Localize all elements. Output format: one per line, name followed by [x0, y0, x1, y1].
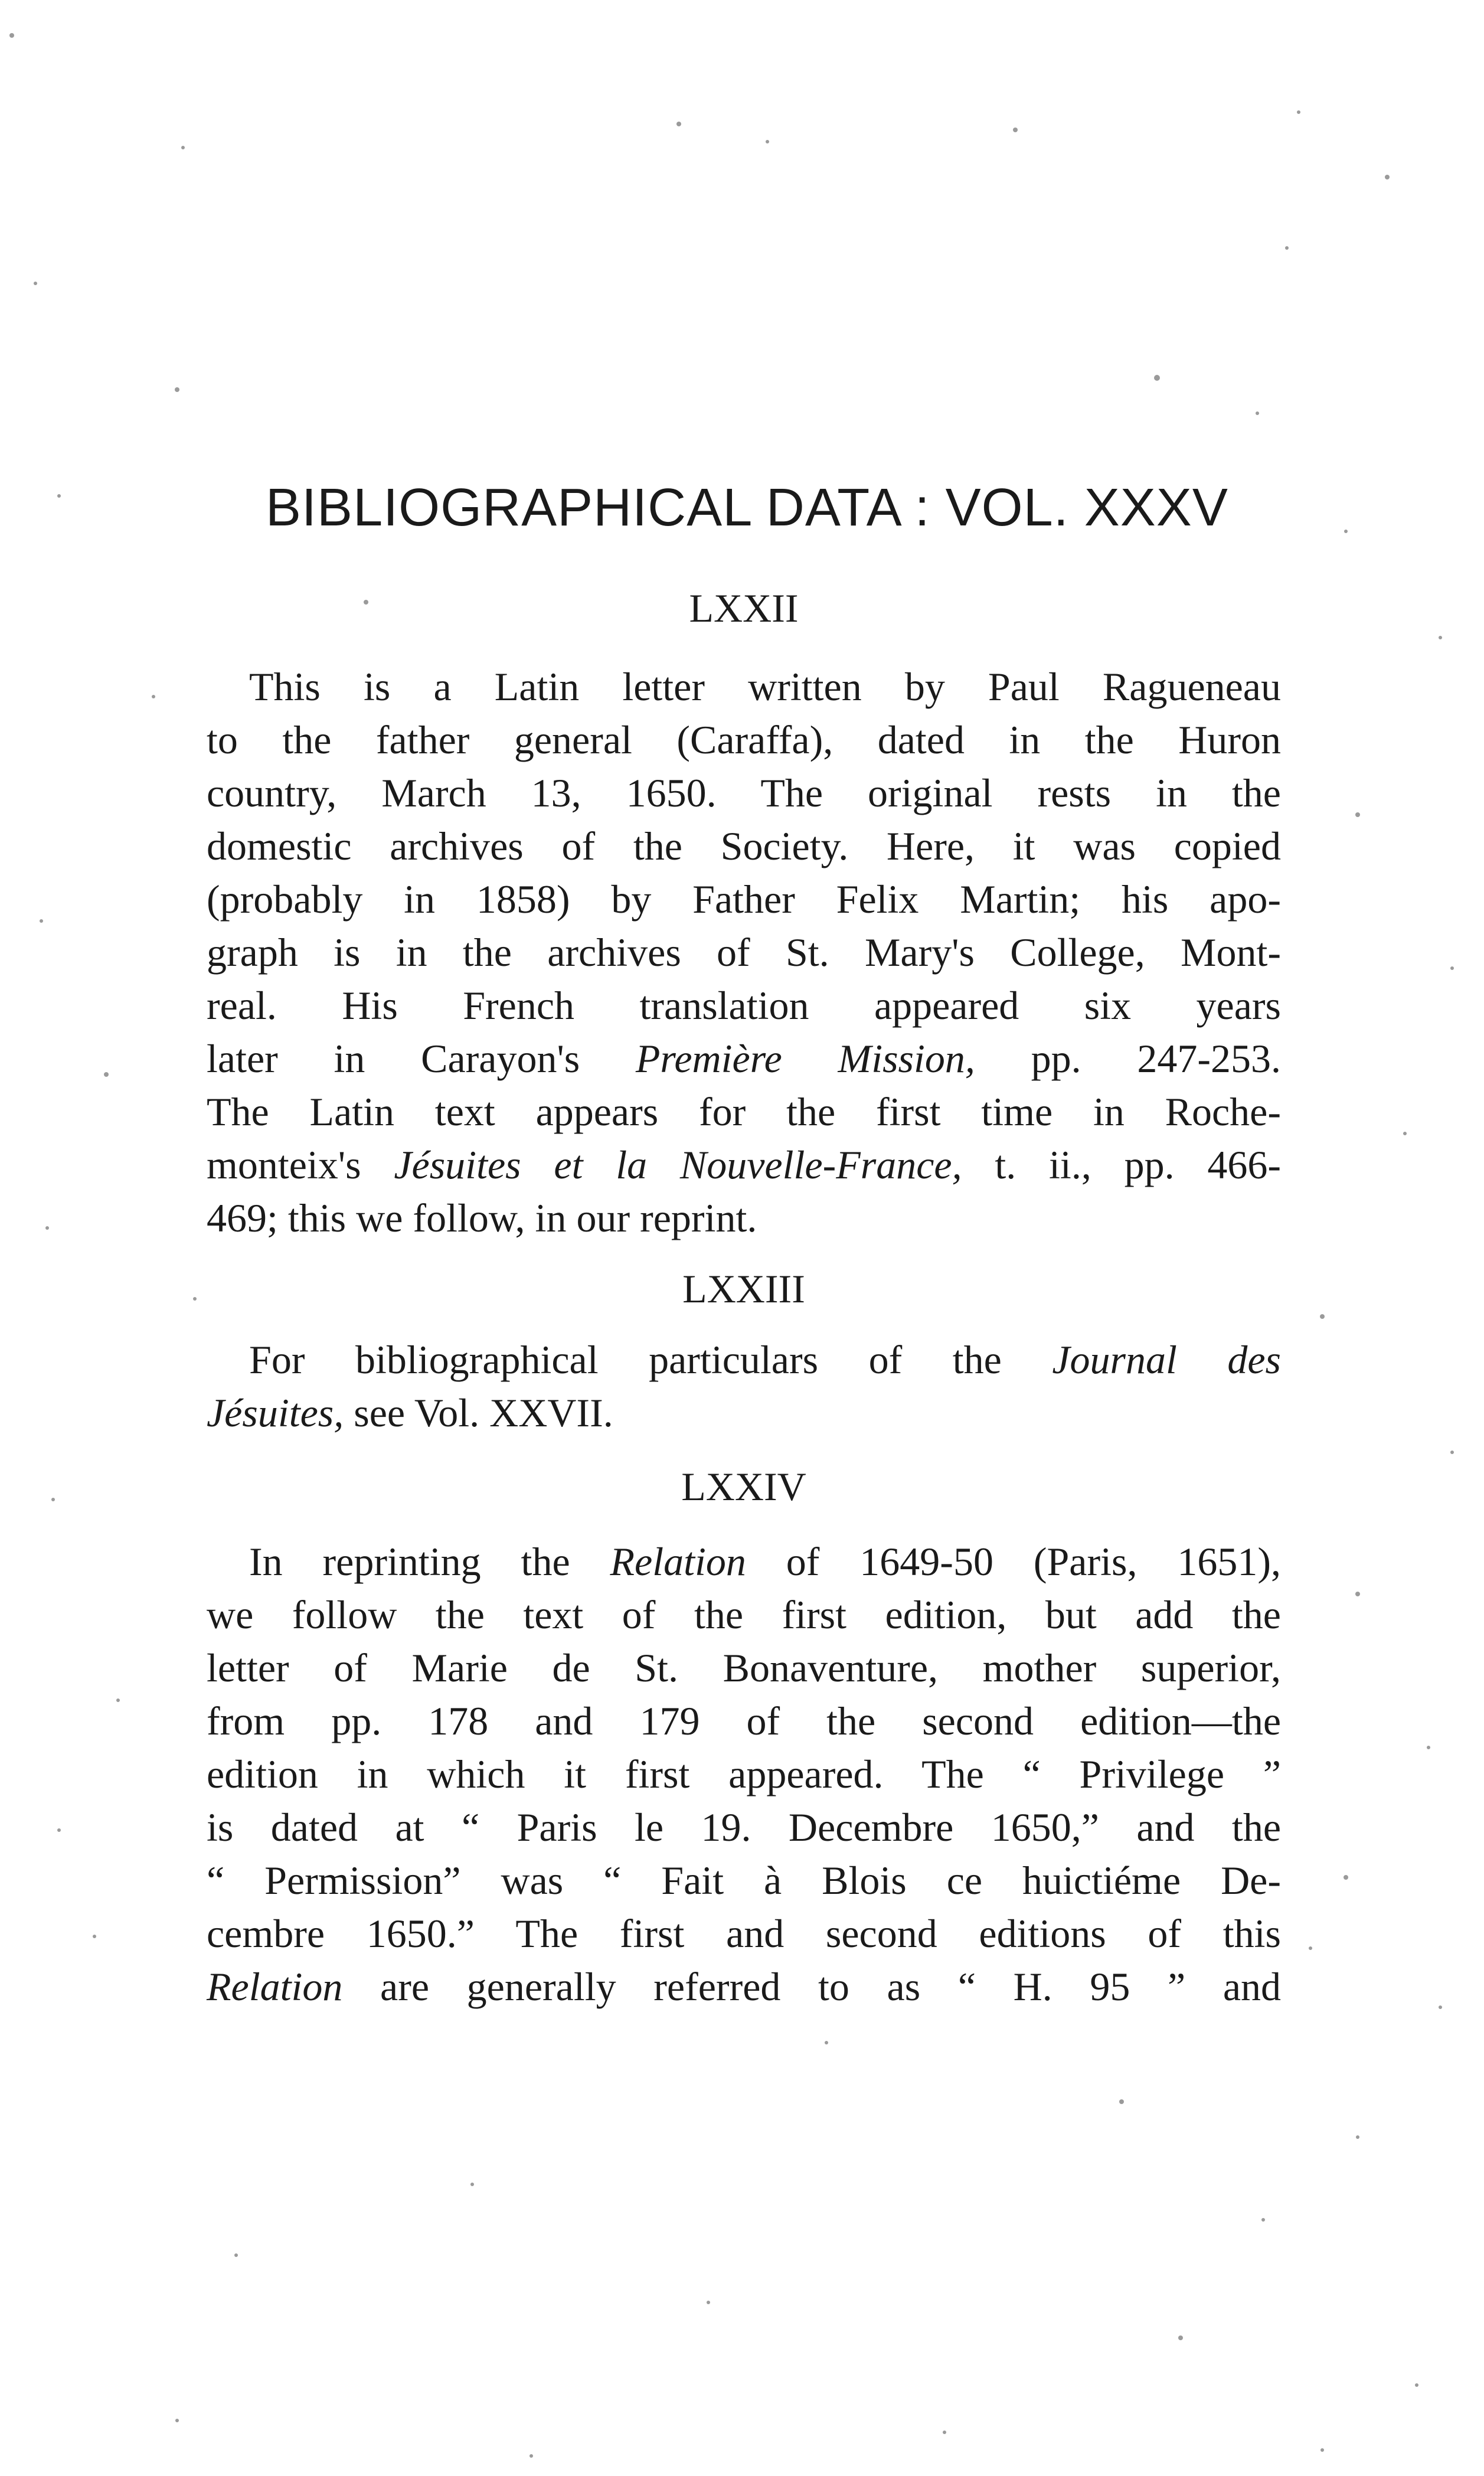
text-run: of 1649-50 (Paris, 1651), — [746, 1539, 1281, 1584]
text-run: t. ii., pp. 466- — [962, 1142, 1282, 1187]
text-line: edition in which it first appeared. The “ Privilege ” — [207, 1752, 1281, 1796]
text-line: cembre 1650.” The first and second editions of this — [207, 1911, 1281, 1956]
text-line — [207, 1960, 1281, 2013]
text-line: from pp. 178 and 179 of the second edition—the — [207, 1698, 1281, 1743]
text-line: we follow the text of the first edition, but add the — [207, 1592, 1281, 1637]
italic-title: Jésuites, — [207, 1390, 344, 1435]
text-line: (probably in 1858) by Father Felix Martin; his apo- — [207, 877, 1281, 922]
text-line: This is a Latin letter written by Paul Ragueneau — [249, 664, 1281, 709]
text-line: to the father general (Caraffa), dated in the Huron — [207, 717, 1281, 762]
page-title: BIBLIOGRAPHICAL DATA : VOL. XXXV — [266, 478, 1228, 537]
text-line — [207, 1535, 1281, 1588]
italic-title: Relation — [207, 1964, 343, 2009]
text-run: monteix's — [207, 1142, 394, 1187]
text-line: real. His French translation appeared six years — [207, 983, 1281, 1028]
text-line: The Latin text appears for the first time in Roche- — [207, 1089, 1281, 1134]
text-run: pp. 247-253. — [975, 1036, 1281, 1081]
text-line: graph is in the archives of St. Mary's College, Mont- — [207, 930, 1281, 975]
section-heading: LXXIII — [682, 1266, 805, 1311]
italic-title: Jésuites et la Nouvelle-France, — [394, 1142, 962, 1187]
text-run: are generally referred to as “ H. 95 ” and — [342, 1964, 1281, 2009]
text-run: For bibliographical particulars of the — [249, 1337, 1052, 1382]
text-line — [207, 1333, 1281, 1386]
text-line: letter of Marie de St. Bonaventure, mother superior, — [207, 1645, 1281, 1690]
italic-title: Relation — [610, 1539, 746, 1584]
text-line: country, March 13, 1650. The original rests in the — [207, 770, 1281, 815]
section-heading: LXXIV — [681, 1464, 806, 1509]
text-line: “ Permission” was “ Fait à Blois ce huictiéme De- — [207, 1858, 1281, 1903]
text-line: domestic archives of the Society. Here, it was copied — [207, 824, 1281, 868]
text-run: see Vol. XXVII. — [344, 1390, 613, 1435]
text-line: 469; this we follow, in our reprint. — [207, 1195, 757, 1240]
text-line — [207, 1386, 1281, 1439]
section-heading: LXXII — [689, 586, 799, 631]
italic-title: Journal des — [1052, 1337, 1281, 1382]
italic-title: Première Mission, — [635, 1036, 975, 1081]
text-line — [207, 1032, 1281, 1085]
text-line: is dated at “ Paris le 19. Decembre 1650,” and the — [207, 1805, 1281, 1850]
text-run: later in Carayon's — [207, 1036, 636, 1081]
text-line — [207, 1138, 1281, 1191]
text-run: In reprinting the — [249, 1539, 610, 1584]
